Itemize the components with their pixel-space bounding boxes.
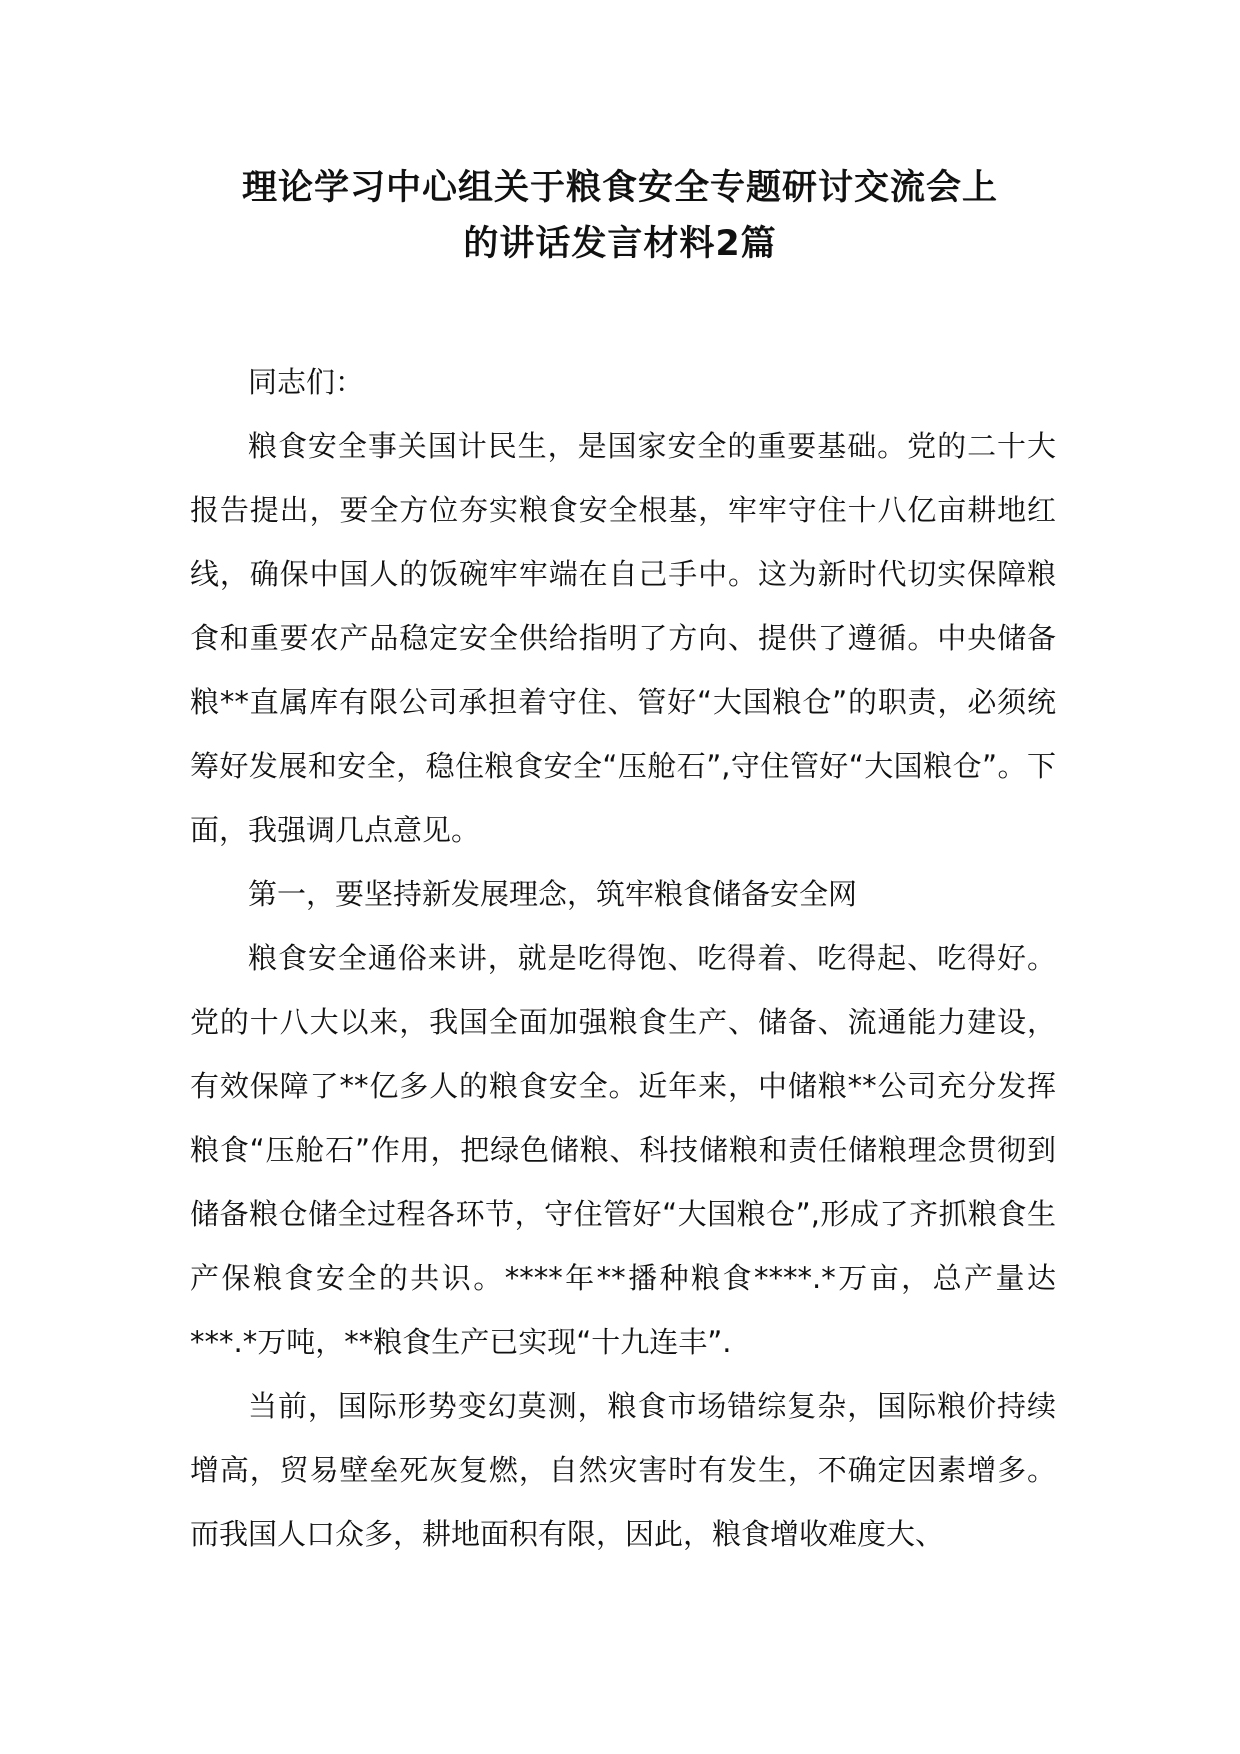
title-line-1: 理论学习中心组关于粮食安全专题研讨交流会上 [241, 168, 998, 208]
section-heading-first: 第一，要坚持新发展理念，筑牢粮食储备安全网 [248, 877, 858, 911]
title-line-2: 的讲话发言材料2篇 [463, 224, 777, 264]
paragraph-intro: 粮食安全事关国计民生，是国家安全的重要基础。党的二十大报告提出，要全方位夯实粮食安全根基，牢牢守住十八亿亩耕地红线，确保中国人的饭碗牢牢端在自己手中。这为新时代切实保障粮食和重要农产品稳定安全供给指明了方向、提供了遵循。中央储备粮**直属库有限公司承担着守住、管好“大国粮仓”的职责，必须统筹好发展和安全，稳住粮食安全“压舱石”,守住管好“大国粮仓”。下面，我强调几点意见。 [190, 429, 1056, 847]
paragraph-food-security: 粮食安全通俗来讲，就是吃得饱、吃得着、吃得起、吃得好。党的十八大以来，我国全面加强粮食生产、储备、流通能力建设，有效保障了**亿多人的粮食安全。近年来，中储粮**公司充分发挥粮食“压舱石”作用，把绿色储粮、科技储粮和责任储粮理念贯彻到储备粮仓储全过程各环节，守住管好“大国粮仓”,形成了齐抓粮食生产保粮食安全的共识。****年**播种粮食****.*万亩，总产量达***.*万吨，**粮食生产已实现“十九连丰”. [190, 941, 1056, 1359]
salutation: 同志们： [248, 365, 365, 399]
paragraph-current-situation: 当前，国际形势变幻莫测，粮食市场错综复杂，国际粮价持续增高，贸易壁垒死灰复燃，自然灾害时有发生，不确定因素增多。而我国人口众多，耕地面积有限，因此，粮食增收难度大、 [190, 1389, 1056, 1551]
document-title [150, 160, 1090, 272]
document-body [190, 350, 1056, 1566]
